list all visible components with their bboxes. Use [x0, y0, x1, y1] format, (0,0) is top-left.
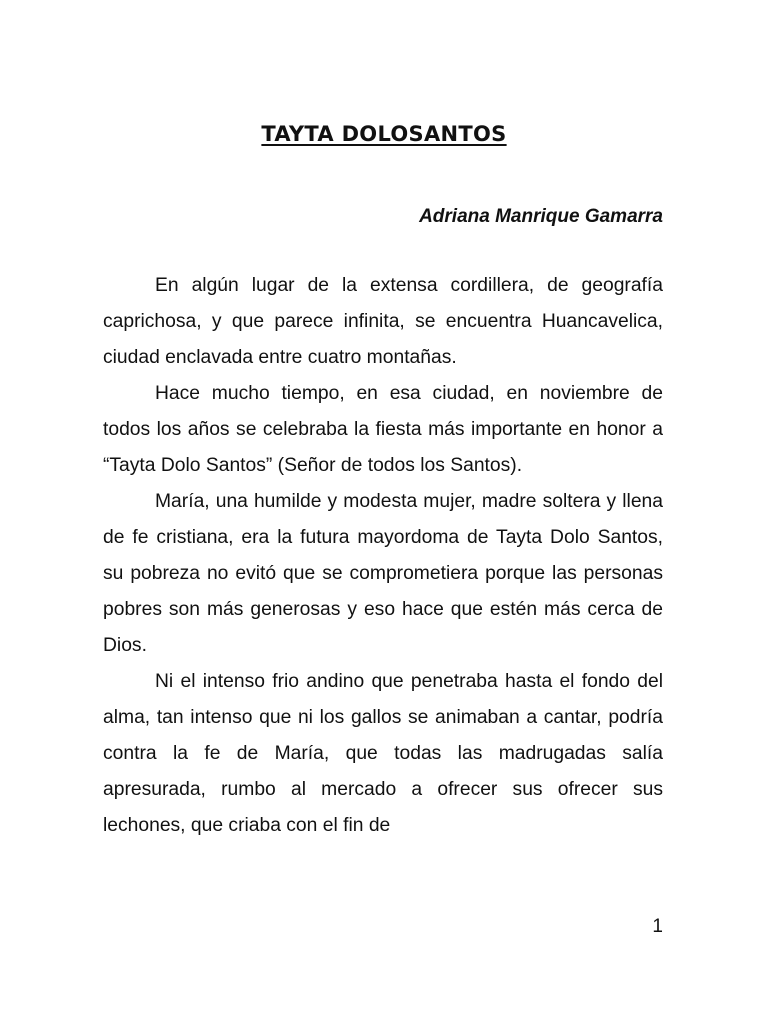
paragraph-3: María, una humilde y modesta mujer, madre soltera y llena de fe cristiana, era la futura mayordoma de Tayta Dolo Santos, su pobreza no evitó que se comprometiera porque las personas pobres son más generosas y eso hace que estén más cerca de Dios. [103, 491, 663, 656]
paragraph-2: Hace mucho tiempo, en esa ciudad, en noviembre de todos los años se celebraba la fiesta más importante en honor a “Tayta Dolo Santos” (Señor de todos los Santos). [103, 383, 663, 476]
document-title: TAYTA DOLOSANTOS [261, 122, 507, 146]
body-text [103, 268, 663, 844]
paragraph-4: Ni el intenso frio andino que penetraba hasta el fondo del alma, tan intenso que ni los gallos se animaban a cantar, podría contra la fe de María, que todas las madrugadas salía apresurada, rumbo al mercado a ofrecer sus ofrecer sus lechones, que criaba con el fin de [103, 671, 663, 836]
paragraph-1: En algún lugar de la extensa cordillera, de geografía caprichosa, y que parece infinita, se encuentra Huancavelica, ciudad enclavada entre cuatro montañas. [103, 275, 663, 368]
page-number: 1 [652, 916, 663, 937]
author-name: Adriana Manrique Gamarra [419, 206, 663, 227]
